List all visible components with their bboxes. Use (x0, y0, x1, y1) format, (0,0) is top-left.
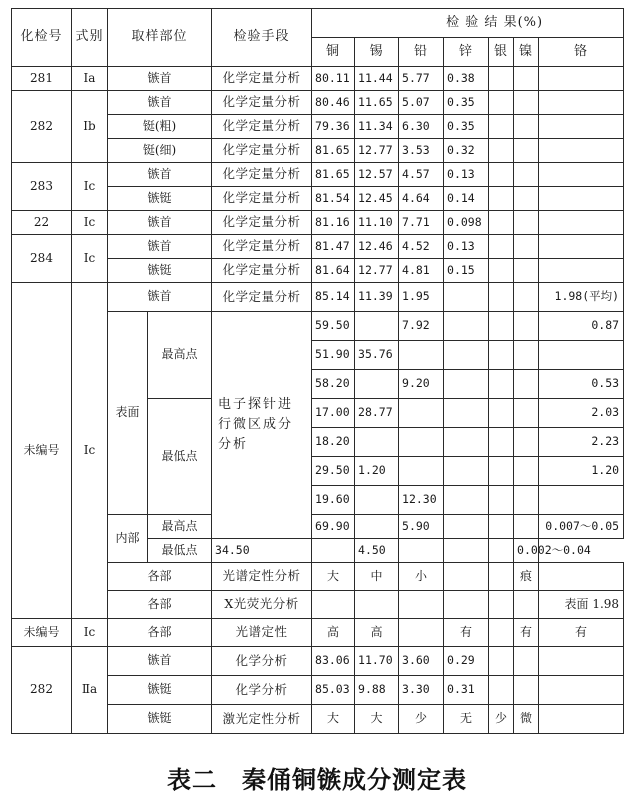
cell-cr (539, 91, 624, 115)
table-row (12, 283, 624, 312)
cell-id: 282 (12, 647, 72, 734)
cell-surface: 表面 (108, 312, 148, 515)
cell-pb: 6.30 (399, 115, 444, 139)
cell-ni (514, 115, 539, 139)
cell-cr: 1.20 (539, 457, 624, 486)
cell-cr: 0.87 (539, 312, 624, 341)
cell-sn (355, 591, 399, 619)
cell-cr: 2.23 (539, 428, 624, 457)
cell-type: Ⅰc (72, 619, 108, 647)
cell-cr (539, 211, 624, 235)
cell-ni (514, 486, 539, 515)
cell-ag (489, 341, 514, 370)
cell-cr (539, 115, 624, 139)
cell-ni (514, 235, 539, 259)
cell-highest-point: 最高点 (148, 312, 212, 399)
cell-cu: 80.46 (312, 91, 355, 115)
header-row-1 (12, 9, 624, 38)
cell-part: 镞铤 (108, 187, 212, 211)
cell-cu: 83.06 (312, 647, 355, 676)
cell-cr (539, 67, 624, 91)
cell-cu: 81.16 (312, 211, 355, 235)
cell-cu: 19.60 (312, 486, 355, 515)
cell-method: 化学定量分析 (212, 283, 312, 312)
table-row (12, 235, 624, 259)
cell-sn: 11.39 (355, 283, 399, 312)
header-element-cu: 铜 (312, 38, 355, 67)
cell-zn (444, 428, 489, 457)
cell-sn: 12.45 (355, 187, 399, 211)
header-test-method: 检验手段 (212, 9, 312, 67)
cell-pb (399, 591, 444, 619)
cell-cu: 29.50 (312, 457, 355, 486)
cell-sn: 12.77 (355, 259, 399, 283)
cell-cu (312, 591, 355, 619)
cell-zn: 0.29 (444, 647, 489, 676)
cell-sn (355, 428, 399, 457)
cell-sn: 中 (355, 563, 399, 591)
cell-cu: 17.00 (312, 399, 355, 428)
cell-zn: 0.35 (444, 91, 489, 115)
cell-cu: 18.20 (312, 428, 355, 457)
cell-cr (539, 486, 624, 515)
cell-method: 化学定量分析 (212, 235, 312, 259)
cell-id: 284 (12, 235, 72, 283)
cell-part: 镞首 (108, 91, 212, 115)
cell-zn (399, 539, 444, 563)
cell-pb (399, 341, 444, 370)
cell-part: 镞首 (108, 647, 212, 676)
cell-ni (514, 91, 539, 115)
cell-type: Ⅰa (72, 67, 108, 91)
cell-ag (489, 515, 514, 539)
cell-pb: 4.81 (399, 259, 444, 283)
cell-cr (539, 163, 624, 187)
cell-ag (444, 539, 489, 563)
cell-ag (489, 486, 514, 515)
cell-cr: 表面 1.98 (539, 591, 624, 619)
cell-ag (489, 115, 514, 139)
table-caption: 表二 秦俑铜镞成分测定表 (167, 766, 467, 794)
cell-cu: 81.65 (312, 139, 355, 163)
cell-lowest-point: 最低点 (148, 539, 212, 563)
cell-ag (489, 283, 514, 312)
cell-sn: 35.76 (355, 341, 399, 370)
cell-cr (539, 705, 624, 734)
cell-part: 镞首 (108, 163, 212, 187)
cell-sn: 11.34 (355, 115, 399, 139)
cell-cu: 34.50 (212, 539, 312, 563)
cell-zn: 有 (444, 619, 489, 647)
cell-cr: 1.98(平均) (539, 283, 624, 312)
cell-pb: 4.64 (399, 187, 444, 211)
cell-pb: 7.92 (399, 312, 444, 341)
header-sampling-part: 取样部位 (108, 9, 212, 67)
cell-zn: 0.15 (444, 259, 489, 283)
cell-part: 各部 (108, 619, 212, 647)
cell-sn (355, 486, 399, 515)
cell-sn (312, 539, 355, 563)
cell-sn: 11.44 (355, 67, 399, 91)
header-shi-bie: 式别 (72, 9, 108, 67)
cell-ag (489, 457, 514, 486)
cell-inner: 内部 (108, 515, 148, 563)
table-row (12, 647, 624, 676)
cell-sn: 11.70 (355, 647, 399, 676)
cell-part: 铤(粗) (108, 115, 212, 139)
cell-ag (489, 399, 514, 428)
cell-cr (539, 139, 624, 163)
cell-ag: 少 (489, 705, 514, 734)
cell-id: 22 (12, 211, 72, 235)
cell-part: 镞铤 (108, 705, 212, 734)
header-element-pb: 铅 (399, 38, 444, 67)
cell-method: 化学定量分析 (212, 163, 312, 187)
cell-cu: 大 (312, 563, 355, 591)
cell-zn (444, 515, 489, 539)
cell-ni (514, 283, 539, 312)
cell-zn: 0.31 (444, 676, 489, 705)
cell-cr: 0.007～0.05 (539, 515, 624, 539)
cell-pb (399, 457, 444, 486)
cell-ag (489, 187, 514, 211)
cell-cr (539, 676, 624, 705)
cell-pb: 4.50 (355, 539, 399, 563)
cell-zn: 无 (444, 705, 489, 734)
cell-ni (514, 67, 539, 91)
cell-pb: 12.30 (399, 486, 444, 515)
cell-ni: 有 (514, 619, 539, 647)
cell-method: 化学定量分析 (212, 139, 312, 163)
cell-ag (489, 211, 514, 235)
cell-ni (514, 211, 539, 235)
cell-method: 化学定量分析 (212, 67, 312, 91)
cell-ni: 微 (514, 705, 539, 734)
cell-cr (539, 341, 624, 370)
cell-ni (514, 399, 539, 428)
cell-cr (539, 187, 624, 211)
cell-method: X光荧光分析 (212, 591, 312, 619)
cell-ni (514, 259, 539, 283)
cell-cr: 0.002～0.04 (514, 539, 539, 563)
composition-table-wrapper (11, 8, 623, 734)
header-element-cr: 铬 (539, 38, 624, 67)
cell-part: 镞首 (108, 235, 212, 259)
cell-method: 化学定量分析 (212, 91, 312, 115)
cell-zn: 0.32 (444, 139, 489, 163)
cell-method: 光谱定性分析 (212, 563, 312, 591)
cell-ni (514, 187, 539, 211)
cell-method: 激光定性分析 (212, 705, 312, 734)
cell-sn: 11.65 (355, 91, 399, 115)
cell-ag (489, 591, 514, 619)
cell-method: 化学定量分析 (212, 115, 312, 139)
cell-cu: 59.50 (312, 312, 355, 341)
cell-ni (514, 591, 539, 619)
cell-cr: 0.53 (539, 370, 624, 399)
cell-zn (444, 399, 489, 428)
cell-type: Ⅰc (72, 283, 108, 619)
cell-cr: 有 (539, 619, 624, 647)
cell-pb: 5.07 (399, 91, 444, 115)
header-element-sn: 锡 (355, 38, 399, 67)
header-element-ag: 银 (489, 38, 514, 67)
cell-cu: 58.20 (312, 370, 355, 399)
cell-pb: 1.95 (399, 283, 444, 312)
table-row (12, 91, 624, 115)
cell-ag (489, 91, 514, 115)
cell-pb: 小 (399, 563, 444, 591)
cell-type: Ⅰc (72, 235, 108, 283)
cell-id: 281 (12, 67, 72, 91)
cell-pb: 3.60 (399, 647, 444, 676)
cell-part: 镞首 (108, 67, 212, 91)
cell-ni (514, 341, 539, 370)
cell-zn: 0.38 (444, 67, 489, 91)
cell-highest-point: 最高点 (148, 515, 212, 539)
cell-zn: 0.13 (444, 235, 489, 259)
cell-micro-method: 电子探针进行微区成分分析 (212, 312, 312, 539)
cell-pb: 少 (399, 705, 444, 734)
cell-ni (514, 676, 539, 705)
cell-ni (514, 163, 539, 187)
cell-sn: 1.20 (355, 457, 399, 486)
cell-pb: 4.57 (399, 163, 444, 187)
cell-zn: 0.14 (444, 187, 489, 211)
cell-id: 282 (12, 91, 72, 163)
cell-ni (514, 370, 539, 399)
cell-sn (355, 312, 399, 341)
cell-ni (514, 515, 539, 539)
cell-cu: 79.36 (312, 115, 355, 139)
cell-part: 镞铤 (108, 676, 212, 705)
cell-cu: 81.54 (312, 187, 355, 211)
cell-pb (399, 428, 444, 457)
cell-zn (444, 283, 489, 312)
cell-pb: 9.20 (399, 370, 444, 399)
cell-sn: 高 (355, 619, 399, 647)
cell-ag (489, 259, 514, 283)
cell-zn: 0.098 (444, 211, 489, 235)
cell-ni: 痕 (514, 563, 539, 591)
header-test-results: 检 验 结 果(%) (312, 9, 624, 38)
cell-pb (399, 619, 444, 647)
cell-ni (489, 539, 514, 563)
cell-id: 未编号 (12, 619, 72, 647)
cell-cr (539, 235, 624, 259)
cell-ag (489, 676, 514, 705)
cell-cu: 69.90 (312, 515, 355, 539)
header-element-zn: 锌 (444, 38, 489, 67)
cell-cr (539, 259, 624, 283)
cell-ni (514, 428, 539, 457)
cell-part: 各部 (108, 563, 212, 591)
cell-pb (399, 399, 444, 428)
cell-ni (514, 139, 539, 163)
cell-type: Ⅰc (72, 211, 108, 235)
cell-zn (444, 370, 489, 399)
cell-method: 化学分析 (212, 676, 312, 705)
cell-method: 化学定量分析 (212, 187, 312, 211)
cell-sn (355, 515, 399, 539)
cell-zn (444, 312, 489, 341)
cell-cu: 85.03 (312, 676, 355, 705)
header-element-ni: 镍 (514, 38, 539, 67)
cell-ni (514, 457, 539, 486)
cell-zn (444, 341, 489, 370)
cell-part: 铤(细) (108, 139, 212, 163)
cell-part: 镞首 (108, 283, 212, 312)
cell-cr: 2.03 (539, 399, 624, 428)
table-row (12, 163, 624, 187)
cell-zn (444, 591, 489, 619)
cell-ag (489, 563, 514, 591)
cell-pb: 4.52 (399, 235, 444, 259)
cell-ag (489, 619, 514, 647)
cell-zn (444, 457, 489, 486)
cell-part: 各部 (108, 591, 212, 619)
cell-part: 镞铤 (108, 259, 212, 283)
cell-sn: 12.57 (355, 163, 399, 187)
cell-ag (489, 235, 514, 259)
cell-sn (355, 370, 399, 399)
cell-part: 镞首 (108, 211, 212, 235)
bronze-arrowhead-composition-table (11, 8, 624, 734)
cell-cu: 51.90 (312, 341, 355, 370)
cell-zn (444, 486, 489, 515)
cell-sn: 12.77 (355, 139, 399, 163)
cell-type: Ⅱa (72, 647, 108, 734)
cell-zn (444, 563, 489, 591)
cell-cr (539, 647, 624, 676)
cell-sn: 11.10 (355, 211, 399, 235)
cell-pb: 5.77 (399, 67, 444, 91)
cell-id: 未编号 (12, 283, 72, 619)
cell-method: 化学定量分析 (212, 211, 312, 235)
cell-sn: 12.46 (355, 235, 399, 259)
cell-sn: 大 (355, 705, 399, 734)
cell-cr (539, 563, 624, 591)
cell-cu: 81.47 (312, 235, 355, 259)
table-row (12, 67, 624, 91)
cell-pb: 5.90 (399, 515, 444, 539)
cell-cu: 81.65 (312, 163, 355, 187)
cell-ag (489, 428, 514, 457)
cell-ag (489, 370, 514, 399)
cell-cu: 高 (312, 619, 355, 647)
cell-method: 光谱定性 (212, 619, 312, 647)
cell-ag (489, 163, 514, 187)
cell-lowest-point: 最低点 (148, 399, 212, 515)
cell-cu: 大 (312, 705, 355, 734)
cell-id: 283 (12, 163, 72, 211)
header-hua-jian-hao: 化检号 (12, 9, 72, 67)
cell-ag (489, 67, 514, 91)
cell-ni (514, 647, 539, 676)
cell-ag (489, 312, 514, 341)
cell-cu: 81.64 (312, 259, 355, 283)
cell-pb: 7.71 (399, 211, 444, 235)
cell-method: 化学分析 (212, 647, 312, 676)
cell-zn: 0.35 (444, 115, 489, 139)
cell-sn: 9.88 (355, 676, 399, 705)
cell-pb: 3.30 (399, 676, 444, 705)
cell-type: Ⅰc (72, 163, 108, 211)
cell-cu: 85.14 (312, 283, 355, 312)
cell-ag (489, 647, 514, 676)
cell-method: 化学定量分析 (212, 259, 312, 283)
cell-pb: 3.53 (399, 139, 444, 163)
cell-type: Ⅰb (72, 91, 108, 163)
table-row (12, 619, 624, 647)
cell-cu: 80.11 (312, 67, 355, 91)
cell-sn: 28.77 (355, 399, 399, 428)
cell-ag (489, 139, 514, 163)
cell-ni (514, 312, 539, 341)
table-row (12, 211, 624, 235)
cell-zn: 0.13 (444, 163, 489, 187)
